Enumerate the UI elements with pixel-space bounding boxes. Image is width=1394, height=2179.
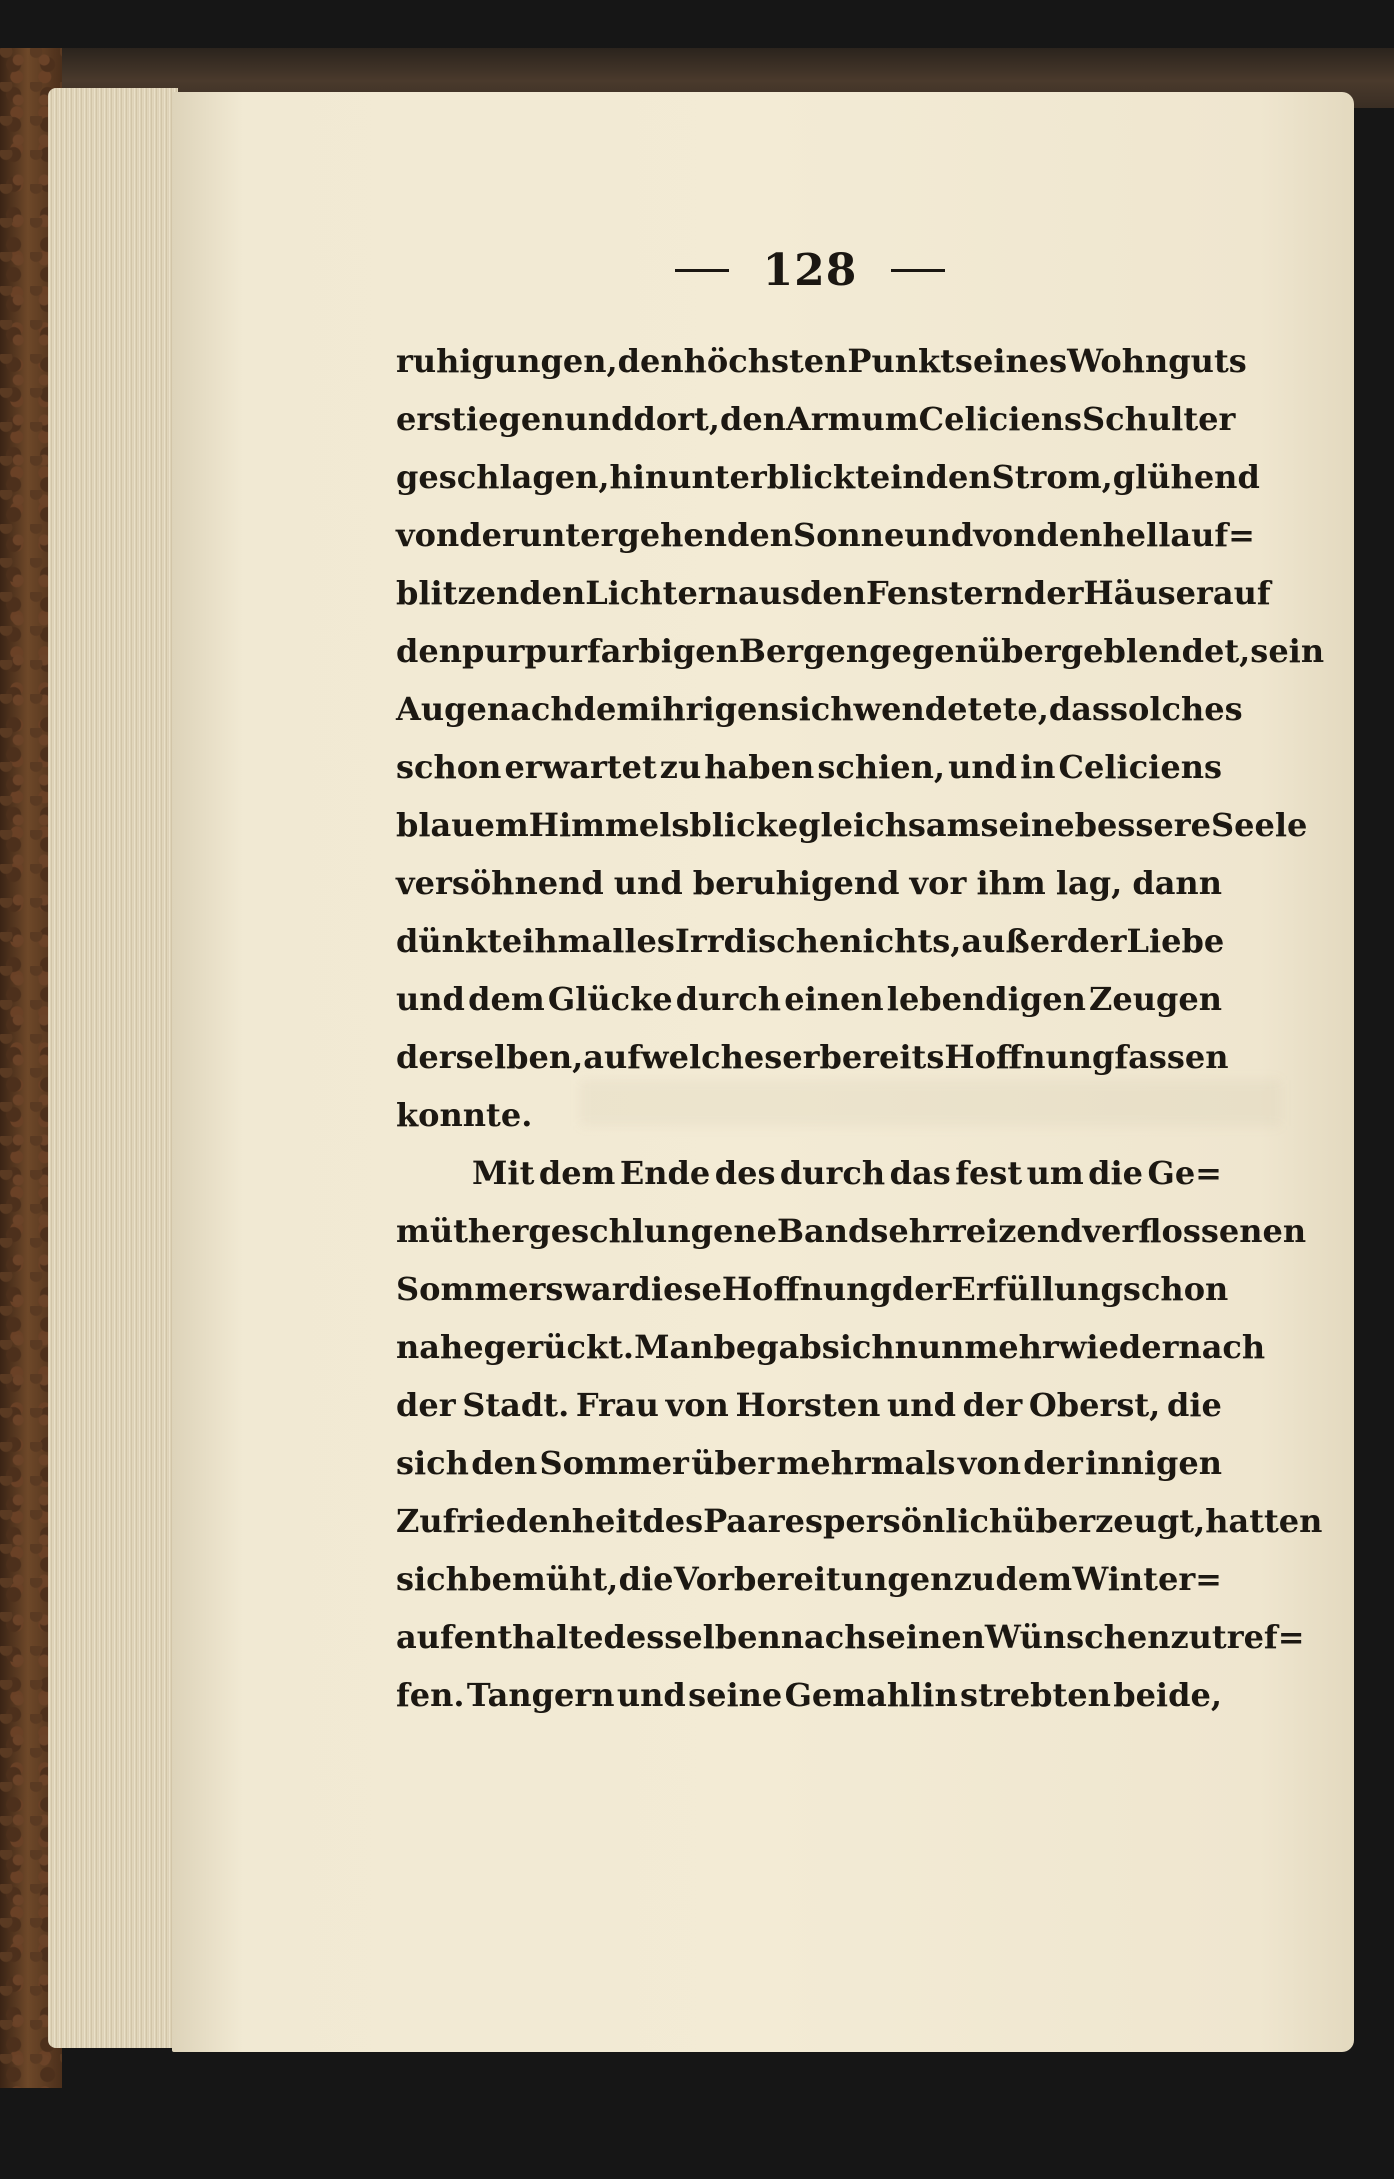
text-line	[396, 1376, 1222, 1434]
word: Celiciens	[918, 400, 1083, 438]
word: fest	[955, 1154, 1023, 1192]
text-line	[396, 564, 1271, 622]
word: Wünschen	[984, 1618, 1171, 1656]
word: blauem	[396, 806, 529, 844]
word: wendetete,	[853, 690, 1049, 728]
word: hatten	[1205, 1502, 1323, 1540]
text-line	[396, 1028, 1229, 1086]
word: dünkte	[396, 922, 523, 960]
word: zu	[953, 1560, 996, 1598]
word: Vorbereitungen	[673, 1560, 954, 1598]
word: bessere	[1074, 806, 1211, 844]
word: die	[1088, 1154, 1144, 1192]
word: Stadt.	[462, 1386, 570, 1424]
word: dem	[538, 1154, 616, 1192]
word: lag,	[1055, 864, 1123, 902]
word: das	[889, 1154, 951, 1192]
word: den	[925, 458, 992, 496]
word: innigen	[1085, 1444, 1222, 1482]
word: Frau	[575, 1386, 659, 1424]
word: den	[719, 400, 786, 438]
word: dem	[468, 980, 545, 1018]
word: alles	[591, 922, 675, 960]
word: seine	[980, 806, 1075, 844]
word: hellauf=	[1102, 516, 1255, 554]
word: verflossenen	[1082, 1212, 1307, 1250]
text-line	[396, 738, 1222, 796]
text-line	[396, 506, 1255, 564]
text-line	[396, 1260, 1229, 1318]
word: Hoffnung	[721, 1270, 892, 1308]
word: wieder	[1058, 1328, 1179, 1366]
word: untergehenden	[518, 516, 793, 554]
word: seine	[688, 1676, 783, 1714]
word: dort,	[633, 400, 720, 438]
word: beide,	[1113, 1676, 1222, 1714]
word: die	[1167, 1386, 1222, 1424]
word: nahe	[396, 1328, 484, 1366]
word: Band	[776, 1212, 871, 1250]
word: in	[1020, 748, 1056, 786]
body-text	[396, 332, 1325, 1724]
header-dash-right	[891, 269, 945, 272]
word: gleichsam	[798, 806, 981, 844]
word: nach	[1178, 1328, 1266, 1366]
word: Ge=	[1147, 1154, 1222, 1192]
word: Tangern	[466, 1676, 615, 1714]
word: er	[782, 1038, 820, 1076]
text-line	[396, 390, 1236, 448]
word: den	[799, 574, 866, 612]
word: Celiciens	[1058, 748, 1222, 786]
word: von	[973, 516, 1037, 554]
word: Fenstern	[865, 574, 1024, 612]
word: reizend	[948, 1212, 1083, 1250]
word: durch	[779, 1154, 886, 1192]
word: ihrigen	[650, 690, 781, 728]
word: und	[948, 748, 1017, 786]
word: welches	[641, 1038, 783, 1076]
word: die	[618, 1560, 674, 1598]
header-dash-left	[675, 269, 729, 272]
word: sich	[396, 1444, 469, 1482]
word: den	[617, 342, 684, 380]
word: Horsten	[735, 1386, 881, 1424]
text-line	[396, 1550, 1222, 1608]
word: vor	[909, 864, 967, 902]
word: um	[1026, 1154, 1084, 1192]
word: dem	[573, 690, 651, 728]
word: überzeugt,	[1012, 1502, 1206, 1540]
word: Irrdische	[674, 922, 840, 960]
word: zu	[659, 748, 702, 786]
word: und	[396, 980, 465, 1018]
text-line	[396, 1202, 1307, 1260]
text-line	[396, 1608, 1305, 1666]
word: schien,	[817, 748, 946, 786]
word: durch	[675, 980, 782, 1018]
word: nach	[486, 690, 574, 728]
word: dann	[1132, 864, 1222, 902]
text-line	[396, 448, 1260, 506]
word: sehr	[870, 1212, 949, 1250]
word: Häuser	[1083, 574, 1213, 612]
word: beruhigend	[692, 864, 900, 902]
word: das	[1048, 690, 1110, 728]
word: Liebe	[1126, 922, 1225, 960]
word: solches	[1109, 690, 1243, 728]
text-line	[396, 1434, 1222, 1492]
word: Sommer	[539, 1444, 689, 1482]
word: sich	[821, 1328, 895, 1366]
word: fassen	[1114, 1038, 1229, 1076]
word: und	[887, 1386, 956, 1424]
text-line	[396, 796, 1308, 854]
word: in	[890, 458, 926, 496]
word: ruhigungen,	[396, 342, 618, 380]
word: hinunterblickte	[609, 458, 891, 496]
word: den	[396, 632, 462, 670]
word: Oberst,	[1028, 1386, 1161, 1424]
word: Schulter	[1082, 400, 1236, 438]
word: geschlungene	[528, 1212, 777, 1250]
word: Gemahlin	[784, 1676, 958, 1714]
word: diese	[628, 1270, 722, 1308]
word: begab	[713, 1328, 822, 1366]
word: einen	[784, 980, 884, 1018]
text-line: konnte.	[396, 1096, 533, 1134]
word: dem	[995, 1560, 1073, 1598]
page-edges	[48, 88, 178, 2048]
word: desselben	[603, 1618, 781, 1656]
word: müther	[396, 1212, 529, 1250]
word: der	[891, 1270, 952, 1308]
word: von	[665, 1386, 729, 1424]
word: Sommers	[396, 1270, 564, 1308]
text-line	[396, 622, 1325, 680]
word: Hoffnung	[944, 1038, 1115, 1076]
word: über	[691, 1444, 775, 1482]
word: Paares	[703, 1502, 823, 1540]
word: der	[1023, 1444, 1083, 1482]
word: geschlagen,	[396, 458, 610, 496]
word: aufenthalte	[396, 1618, 604, 1656]
word: den	[1036, 516, 1103, 554]
word: gerückt.	[483, 1328, 635, 1366]
text-line	[396, 854, 1222, 912]
word: erwartet	[504, 748, 657, 786]
word: nach	[780, 1618, 868, 1656]
word: Glücke	[547, 980, 673, 1018]
word: Winter=	[1072, 1560, 1222, 1598]
word: schon	[1122, 1270, 1229, 1308]
word: ihm	[522, 922, 592, 960]
word: geblendet,	[1060, 632, 1251, 670]
word: zu	[1170, 1618, 1212, 1656]
word: und	[564, 400, 634, 438]
word: Erfüllung	[951, 1270, 1123, 1308]
word: Ende	[619, 1154, 711, 1192]
word: blitzenden	[396, 574, 586, 612]
word: persönlich	[822, 1502, 1013, 1540]
text-line	[396, 1666, 1222, 1724]
word: Himmelsblicke	[528, 806, 799, 844]
word: außer	[961, 922, 1067, 960]
word: Zeugen	[1089, 980, 1222, 1018]
word: der	[396, 1386, 456, 1424]
word: Zufriedenheit	[396, 1502, 643, 1540]
word: nichts,	[839, 922, 962, 960]
word: erstiegen	[396, 400, 565, 438]
word: Man	[634, 1328, 714, 1366]
word: um	[861, 400, 919, 438]
word: Arm	[785, 400, 862, 438]
word: nunmehr	[894, 1328, 1059, 1366]
word: Seele	[1211, 806, 1308, 844]
word: den	[471, 1444, 538, 1482]
word: auf	[1212, 574, 1271, 612]
word: aus	[737, 574, 800, 612]
page-number: 128	[762, 244, 858, 296]
word: strebten	[960, 1676, 1111, 1714]
text-line	[396, 912, 1225, 970]
word: versöhnend	[396, 864, 604, 902]
text-line	[396, 970, 1222, 1028]
word: der	[1066, 922, 1127, 960]
word: tref=	[1211, 1618, 1305, 1656]
word: sich	[396, 1560, 469, 1598]
word: Auge	[396, 690, 487, 728]
word: des	[642, 1502, 704, 1540]
text-line	[396, 332, 1247, 390]
word: höchsten	[683, 342, 848, 380]
word: und	[613, 864, 683, 902]
word: gegenüber	[869, 632, 1061, 670]
word: und	[616, 1676, 686, 1714]
word: der	[962, 1386, 1023, 1424]
word: purpurfarbigen	[462, 632, 739, 670]
word: sein	[1250, 632, 1325, 670]
word: haben	[704, 748, 815, 786]
text-line	[396, 1318, 1266, 1376]
word: Strom,	[991, 458, 1113, 496]
word: mehrmals	[776, 1444, 956, 1482]
word: Sonne	[792, 516, 905, 554]
word: fen.	[396, 1676, 465, 1714]
word: der	[459, 516, 519, 554]
word: von	[396, 516, 460, 554]
word: sich	[780, 690, 854, 728]
word: war	[563, 1270, 629, 1308]
word: seines	[954, 342, 1068, 380]
word: auf	[583, 1038, 642, 1076]
word: Wohnguts	[1067, 342, 1247, 380]
word: Lichtern	[585, 574, 738, 612]
word: der	[1023, 574, 1084, 612]
word: und	[904, 516, 974, 554]
word: von	[957, 1444, 1021, 1482]
word: seinen	[867, 1618, 985, 1656]
text-line	[396, 1492, 1323, 1550]
page-header	[660, 240, 960, 300]
word: bereits	[819, 1038, 945, 1076]
text-line	[396, 680, 1243, 738]
word: lebendigen	[886, 980, 1086, 1018]
word: ihm	[976, 864, 1046, 902]
word: des	[714, 1154, 776, 1192]
word: Mit	[472, 1154, 535, 1192]
word: schon	[396, 748, 502, 786]
word: bemüht,	[469, 1560, 619, 1598]
text-line	[396, 1144, 1222, 1202]
word: Bergen	[738, 632, 870, 670]
word: derselben,	[396, 1038, 584, 1076]
word: Punkt	[847, 342, 955, 380]
word: glühend	[1112, 458, 1260, 496]
